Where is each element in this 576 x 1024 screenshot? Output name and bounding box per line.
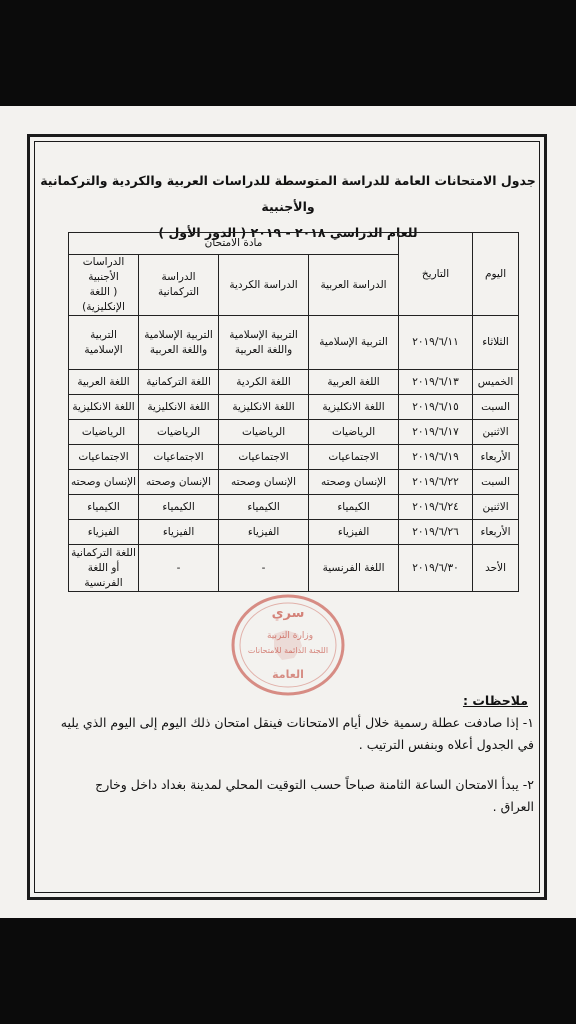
cell-foreign: الرياضيات	[69, 420, 139, 445]
cell-date: ٢٠١٩/٦/١٧	[399, 420, 473, 445]
cell-date: ٢٠١٩/٦/١٣	[399, 370, 473, 395]
cell-date: ٢٠١٩/٦/٣٠	[399, 545, 473, 592]
cell-arabic: الاجتماعيات	[309, 445, 399, 470]
cell-turkmen: التربية الإسلامية واللغة العربية	[139, 316, 219, 370]
title-line-2: للعام الدراسي ٢٠١٨ - ٢٠١٩ ( الدور الأول )	[158, 225, 418, 240]
cell-day: الاثنين	[473, 420, 519, 445]
notes-title: ملاحظات :	[462, 693, 528, 708]
cell-arabic: الرياضيات	[309, 420, 399, 445]
cell-foreign: اللغة الانكليزية	[69, 395, 139, 420]
cell-day: السبت	[473, 395, 519, 420]
header-date: التاريخ	[399, 233, 473, 316]
cell-foreign: التربية الإسلامية	[69, 316, 139, 370]
cell-day: الأربعاء	[473, 445, 519, 470]
cell-kurdish: -	[219, 545, 309, 592]
table-row	[69, 370, 519, 395]
cell-foreign: الاجتماعيات	[69, 445, 139, 470]
cell-turkmen: اللغة التركمانية	[139, 370, 219, 395]
header-foreign-line-2: ( اللغة الإنكليزية)	[82, 286, 125, 313]
cell-day: الخميس	[473, 370, 519, 395]
cell-kurdish: التربية الإسلامية واللغة العربية	[219, 316, 309, 370]
cell-foreign: الإنسان وصحته	[69, 470, 139, 495]
cell-date: ٢٠١٩/٦/٢٦	[399, 520, 473, 545]
cell-arabic: التربية الإسلامية	[309, 316, 399, 370]
header-day: اليوم	[473, 233, 519, 316]
cell-kurdish: الفيزياء	[219, 520, 309, 545]
cell-foreign: اللغة العربية	[69, 370, 139, 395]
cell-turkmen: الفيزياء	[139, 520, 219, 545]
cell-arabic: اللغة الانكليزية	[309, 395, 399, 420]
cell-turkmen: الكيمياء	[139, 495, 219, 520]
cell-arabic: اللغة الفرنسية	[309, 545, 399, 592]
header-foreign-line-1: الدراسات الأجنبية	[82, 256, 125, 283]
cell-kurdish: الكيمياء	[219, 495, 309, 520]
header-kurdish: الدراسة الكردية	[219, 255, 309, 316]
stamp-text-line-1: وزارة التربية	[266, 631, 314, 641]
table-row	[69, 470, 519, 495]
title-line-1: جدول الامتحانات العامة للدراسة المتوسطة للدراسات العربية والكردية والتركمانية والأجنبية	[40, 173, 536, 214]
cell-turkmen: اللغة الانكليزية	[139, 395, 219, 420]
cell-foreign: الفيزياء	[69, 520, 139, 545]
cell-date: ٢٠١٩/٦/١١	[399, 316, 473, 370]
cell-turkmen: الرياضيات	[139, 420, 219, 445]
exam-schedule-table	[68, 232, 519, 592]
official-stamp	[228, 590, 348, 700]
cell-day: الاثنين	[473, 495, 519, 520]
cell-kurdish: اللغة الكردية	[219, 370, 309, 395]
cell-day: الأحد	[473, 545, 519, 592]
notes-section	[40, 690, 540, 818]
cell-kurdish: الإنسان وصحته	[219, 470, 309, 495]
table-row	[69, 445, 519, 470]
header-subject: مادة الامتحان	[69, 233, 399, 255]
cell-date: ٢٠١٩/٦/٢٤	[399, 495, 473, 520]
table-row	[69, 420, 519, 445]
stamp-text-top: سري	[271, 606, 305, 621]
cell-foreign: الكيمياء	[69, 495, 139, 520]
cell-arabic: الإنسان وصحته	[309, 470, 399, 495]
cell-turkmen: الاجتماعيات	[139, 445, 219, 470]
table-row	[69, 495, 519, 520]
cell-date: ٢٠١٩/٦/١٩	[399, 445, 473, 470]
cell-kurdish: الاجتماعيات	[219, 445, 309, 470]
stamp-text-line-2: اللجنة الدائمة للامتحانات	[247, 646, 329, 655]
cell-date: ٢٠١٩/٦/١٥	[399, 395, 473, 420]
cell-day: الأربعاء	[473, 520, 519, 545]
table-row	[69, 545, 519, 592]
cell-arabic: الفيزياء	[309, 520, 399, 545]
table-row	[69, 520, 519, 545]
header-turkmen: الدراسة التركمانية	[139, 255, 219, 316]
cell-foreign: اللغة التركمانية أو اللغة الفرنسية	[69, 545, 139, 592]
cell-kurdish: اللغة الانكليزية	[219, 395, 309, 420]
table-row	[69, 316, 519, 370]
cell-day: السبت	[473, 470, 519, 495]
cell-arabic: الكيمياء	[309, 495, 399, 520]
note-item: ١- إذا صادفت عطلة رسمية خلال أيام الامتحانات فينقل امتحان ذلك اليوم إلى اليوم الذي يليه في الجدول أعلاه وبنفس الترتيب .	[60, 715, 534, 752]
stamp-text-bottom: العامة	[272, 668, 304, 681]
header-arabic: الدراسة العربية	[309, 255, 399, 316]
cell-turkmen: الإنسان وصحته	[139, 470, 219, 495]
header-foreign	[69, 255, 139, 316]
table-header-row	[69, 233, 519, 255]
cell-day: الثلاثاء	[473, 316, 519, 370]
cell-arabic: اللغة العربية	[309, 370, 399, 395]
cell-turkmen: -	[139, 545, 219, 592]
note-item: ٢- يبدأ الامتحان الساعة الثامنة صباحاً حسب التوقيت المحلي لمدينة بغداد داخل وخارج العراق .	[95, 777, 534, 814]
table-row	[69, 395, 519, 420]
cell-date: ٢٠١٩/٦/٢٢	[399, 470, 473, 495]
cell-kurdish: الرياضيات	[219, 420, 309, 445]
